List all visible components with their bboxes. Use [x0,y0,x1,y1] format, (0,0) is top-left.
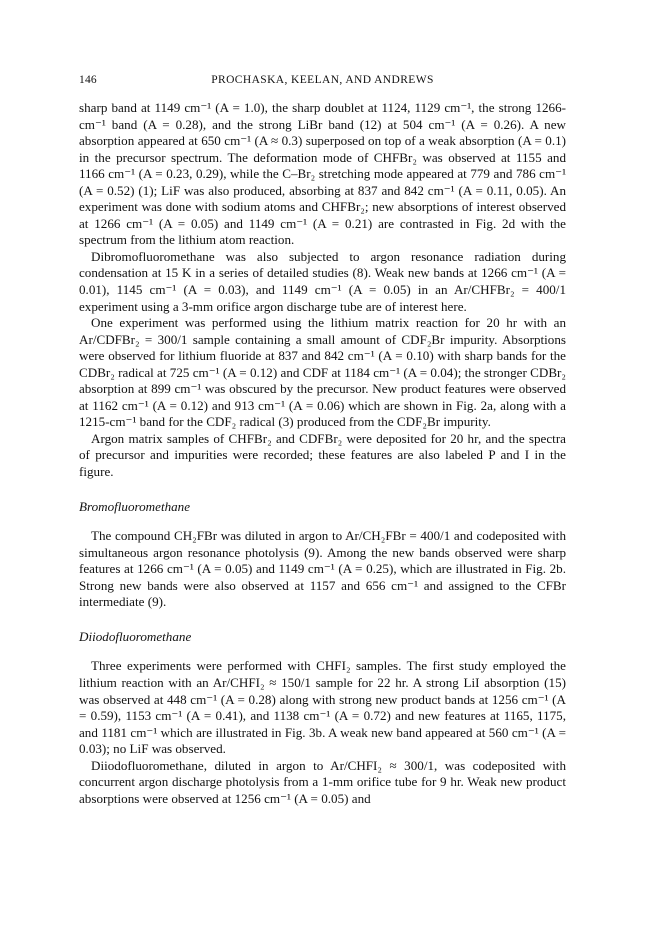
page-header [79,74,566,90]
paragraph-continued: sharp band at 1149 cm⁻¹ (A = 1.0), the sharp doublet at 1124, 1129 cm⁻¹, the strong 1266-cm⁻¹ band (A = 0.28), and the strong LiBr band (12) at 504 cm⁻¹ (A = 0.26). A new absorption appeared at 650 cm⁻¹ (A ≈ 0.3) superposed on top of a weak absorption (A = 0.1) in the precursor spectrum. The deformation mode of CHFBr₂ was observed at 1155 and 1166 cm⁻¹ (A = 0.23, 0.29), while the C–Br₂ stretching mode appeared at 779 and 786 cm⁻¹ (A = 0.52) (1); LiF was also produced, absorbing at 837 and 842 cm⁻¹ (A = 0.11, 0.05). An experiment was done with sodium atoms and CHFBr₂; new absorptions of interest observed at 1266 cm⁻¹ (A = 0.05) and 1149 cm⁻¹ (A = 0.21) are contrasted in Fig. 2d with the spectrum from the lithium atom reaction. [79,100,566,248]
paragraph-cdfbr2-lithium: One experiment was performed using the lithium matrix reaction for 20 hr with an Ar/CDFBr₂ = 300/1 sample containing a small amount of CDF₂Br impurity. Absorptions were observed for lithium fluoride at 837 and 842 cm⁻¹ (A = 0.10) with sharp bands for the CDBr₂ radical at 725 cm⁻¹ (A = 0.12) and CDF at 1184 cm⁻¹ (A = 0.04); the stronger CDBr₂ absorption at 899 cm⁻¹ was obscured by the precursor. New product features were observed at 1162 cm⁻¹ (A = 0.12) and 913 cm⁻¹ (A = 0.06) which are shown in Fig. 2a, along with a 1215-cm⁻¹ band for the CDF₂ radical (3) produced from the CDF₂Br impurity. [79,315,566,430]
paragraph-diiodo-lithium: Three experiments were performed with CHFI₂ samples. The first study employed the lithium reaction with an Ar/CHFI₂ ≈ 150/1 sample for 22 hr. A strong LiI absorption (15) was observed at 448 cm⁻¹ (A = 0.28) along with strong new product bands at 1256 cm⁻¹ (A = 0.59), 1153 cm⁻¹ (A = 0.41), and 1138 cm⁻¹ (A = 0.72) and new features at 1165, 1175, and 1181 cm⁻¹ which are illustrated in Fig. 3b. A weak new band appeared at 560 cm⁻¹ (A = 0.03); no LiF was observed. [79,658,566,757]
page-number: 146 [79,74,97,86]
paragraph-dibromo-discharge: Dibromofluoromethane was also subjected to argon resonance radiation during condensation at 15 K in a series of detailed studies (8). Weak new bands at 1266 cm⁻¹ (A = 0.01), 1145 cm⁻¹ (A = 0.03), and 1149 cm⁻¹ (A = 0.05) in an Ar/CHFBr₂ = 400/1 experiment using a 3-mm orifice argon discharge tube are of interest here. [79,248,566,314]
section-heading-diiodofluoromethane: Diiodofluoromethane [79,628,192,644]
section-heading-bromofluoromethane: Bromofluoromethane [79,498,191,514]
paragraph-argon-samples: Argon matrix samples of CHFBr₂ and CDFBr₂ were deposited for 20 hr, and the spectra of precursor and impurities were recorded; these features are also labeled P and I in the figure. [79,430,566,480]
paragraph-diiodo-discharge: Diiodofluoromethane, diluted in argon to Ar/CHFI₂ ≈ 300/1, was codeposited with concurrent argon discharge photolysis from a 1-mm orifice tube for 9 hr. Weak new product absorptions were observed at 1256 cm⁻¹ (A = 0.05) and [79,757,566,806]
paragraph-bromofluoromethane: The compound CH₂FBr was diluted in argon to Ar/CH₂FBr = 400/1 and codeposited with simultaneous argon resonance photolysis (9). Among the new bands observed were sharp features at 1266 cm⁻¹ (A = 0.05) and 1149 cm⁻¹ (A = 0.25), which are illustrated in Fig. 2b. Strong new bands were also observed at 1157 and 656 cm⁻¹ and assigned to the CFBr intermediate (9). [79,528,566,610]
running-head: PROCHASKA, KEELAN, AND ANDREWS [211,74,434,86]
article-body [79,100,566,807]
